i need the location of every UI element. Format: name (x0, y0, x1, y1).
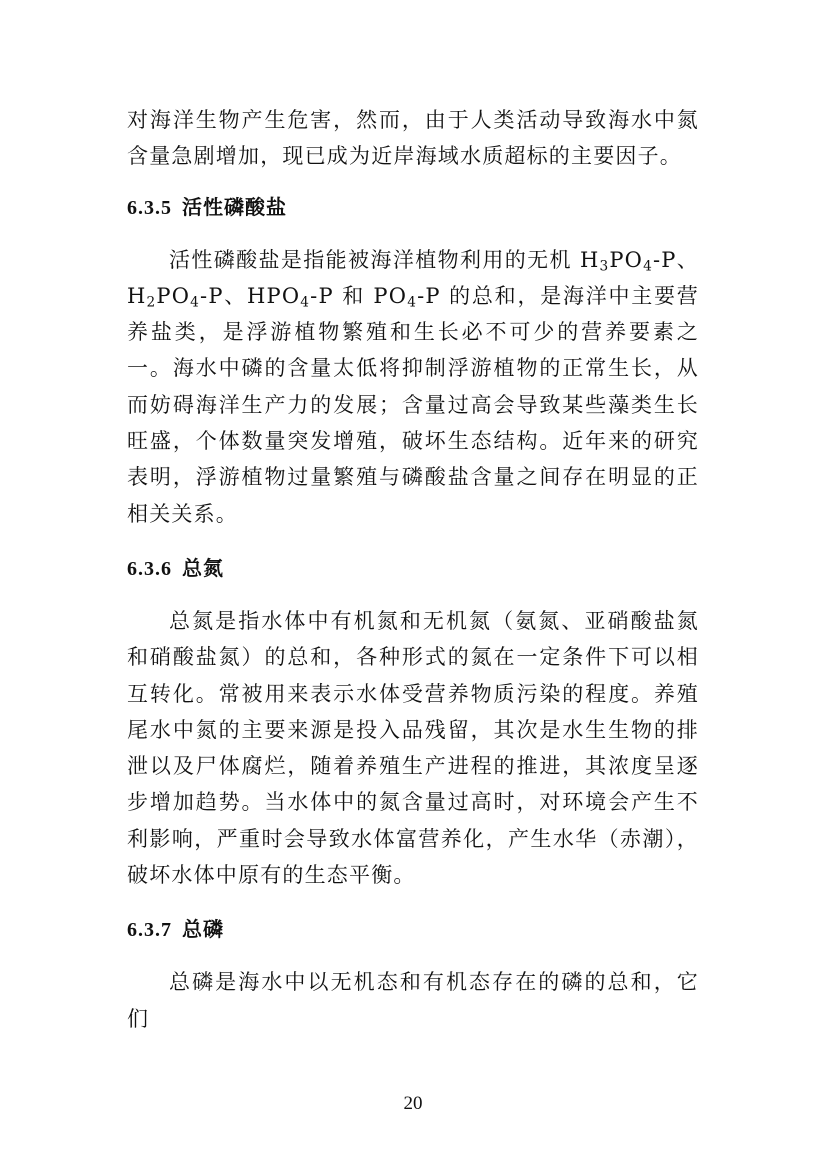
section-heading-6-3-7 (127, 911, 699, 948)
section-title: 总磷 (182, 917, 224, 942)
paragraph-phosphate (127, 242, 699, 532)
subscript: 4 (643, 258, 653, 274)
section-title: 活性磷酸盐 (182, 194, 287, 219)
subscript: 3 (599, 258, 610, 274)
subscript: 4 (190, 294, 201, 311)
text-run: -P 的总和，是海洋中主要营养盐类，是浮游植物繁殖和生长必不可少的营养要素之一。海水中磷的含量太低将抑制浮游植物的正常生长，从而妨碍海洋生产力的发展；含量过高会导致某些藻类生长旺盛，个体数量突发增殖，破坏生态结构。近年来的研究表明，浮游植物过量繁殖与磷酸盐含量之间存在明显的正相关关系。 (127, 283, 699, 526)
paragraph-total-nitrogen: 总氮是指水体中有机氮和无机氮（氨氮、亚硝酸盐氮和硝酸盐氮）的总和，各种形式的氮在一定条件下可以相互转化。常被用来表示水体受营养物质污染的程度。养殖尾水中氮的主要来源是投入品残留，其次是水生生物的排泄以及尸体腐烂，随着养殖生产进程的推进，其浓度呈逐步增加趋势。当水体中的氮含量过高时，对环境会产生不利影响，严重时会导致水体富营养化，产生水华（赤潮），破坏水体中原有的生态平衡。 (127, 608, 699, 888)
section-number: 6.3.6 (127, 557, 172, 580)
text-run: H (579, 247, 600, 272)
paragraph-continued: 对海洋生物产生危害，然而，由于人类活动导致海水中氮含量急剧增加，现已成为近岸海域水质超标的主要因子。 (127, 108, 699, 169)
text-run: -P、 (652, 247, 699, 272)
text-run: 活性磷酸盐是指能被海洋植物利用的无机 (169, 247, 580, 272)
subscript: 4 (300, 294, 311, 311)
page-number: 20 (403, 1093, 423, 1114)
text-run: -P、HPO (200, 283, 301, 308)
text-run: PO (609, 247, 644, 272)
section-heading-6-3-5 (127, 189, 699, 226)
text-run: PO (156, 283, 191, 308)
section-heading-6-3-6 (127, 550, 699, 587)
page-body (127, 102, 699, 1037)
section-title: 总氮 (182, 555, 224, 580)
subscript: 4 (407, 294, 418, 311)
section-number: 6.3.5 (127, 196, 172, 219)
paragraph-total-phosphorus: 总磷是海水中以无机态和有机态存在的磷的总和，它们 (127, 970, 699, 1031)
text-run: H (127, 283, 147, 308)
subscript: 2 (146, 294, 157, 311)
text-run: -P 和 PO (310, 283, 408, 308)
section-number: 6.3.7 (127, 919, 172, 942)
